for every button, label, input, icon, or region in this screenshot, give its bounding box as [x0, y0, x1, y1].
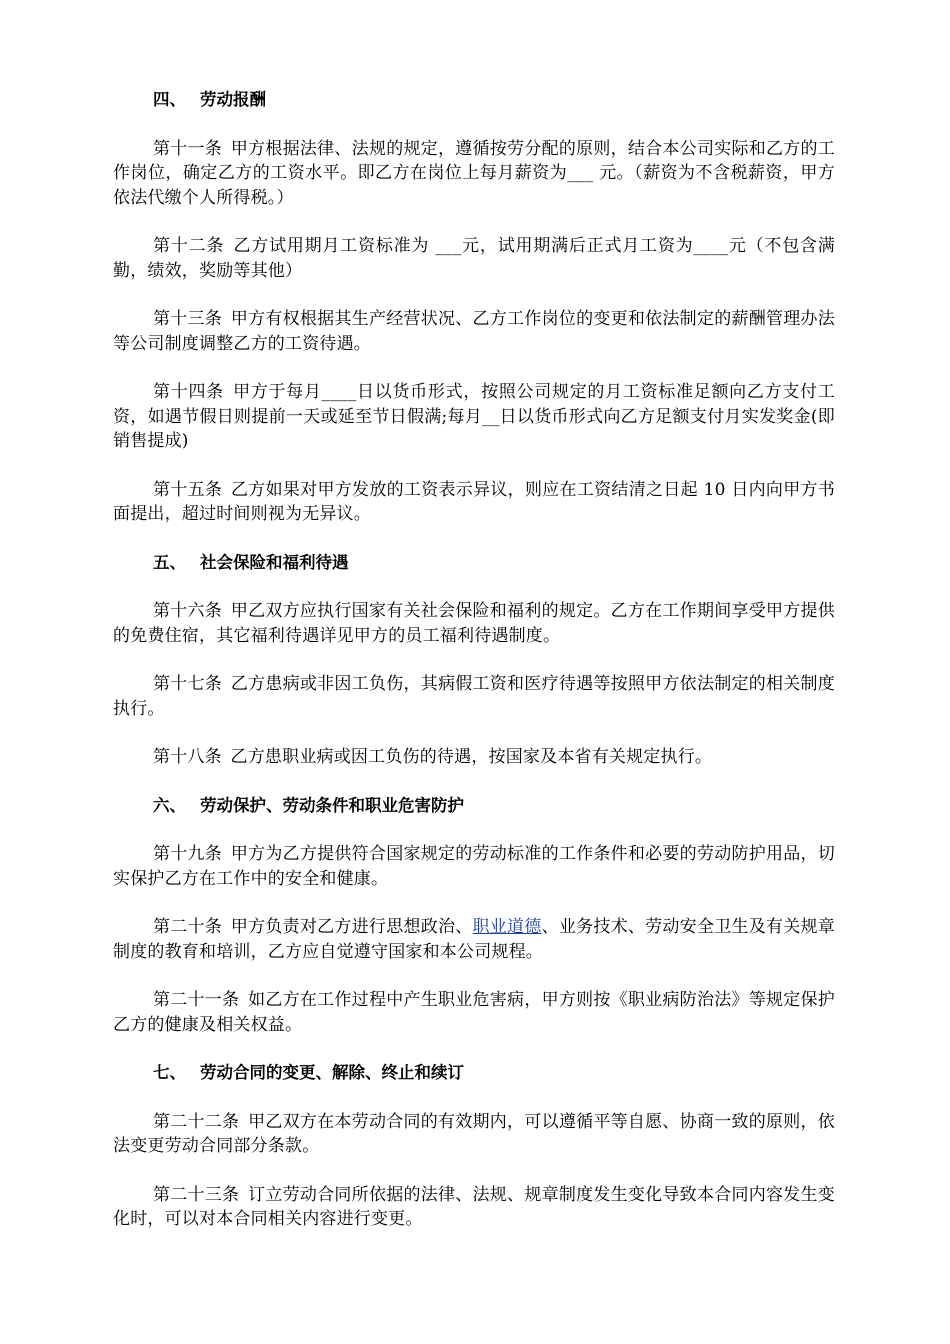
article-17	[113, 672, 835, 721]
article-22	[113, 1110, 835, 1159]
article-text: 乙方试用期月工资标准为 ___元，试用期满后正式月工资为____元（不包含满勤，绩效，奖励等其他）	[113, 236, 835, 281]
article-text: 甲乙双方在本劳动合同的有效期内，可以遵循平等自愿、协商一致的原则，依法变更劳动合同部分条款。	[113, 1111, 835, 1156]
article-text-before-link: 甲方负责对乙方进行思想政治、	[230, 917, 473, 937]
article-text: 甲乙双方应执行国家有关社会保险和福利的规定。乙方在工作期间享受甲方提供的免费住宿，其它福利待遇详见甲方的员工福利待遇制度。	[113, 601, 835, 646]
article-23	[113, 1183, 835, 1232]
article-label: 第十八条	[153, 747, 222, 767]
article-label: 第十七条	[153, 674, 223, 694]
article-text: 如乙方在工作过程中产生职业危害病，甲方则按《职业病防治法》等规定保护乙方的健康及相关权益。	[113, 990, 835, 1035]
section-title: 劳动报酬	[200, 90, 266, 109]
article-16	[113, 599, 835, 648]
section-number: 五、	[153, 552, 186, 572]
article-20	[113, 915, 835, 964]
article-label: 第十五条	[153, 479, 223, 500]
article-text: 甲方根据法律、法规的规定，遵循按劳分配的原则，结合本公司实际和乙方的工作岗位，确定乙方的工资水平。即乙方在岗位上每月薪资为___ 元。（薪资为不含税薪资，甲方依法代缴个人所得税。）	[113, 138, 835, 208]
article-label: 第十一条	[153, 138, 223, 159]
section-heading-6	[113, 794, 835, 819]
article-label: 第十九条	[153, 844, 223, 864]
article-label: 第十二条	[153, 236, 225, 256]
article-12	[113, 234, 835, 283]
article-19	[113, 842, 835, 891]
article-label: 第二十条	[153, 917, 223, 937]
professional-ethics-link[interactable]: 职业道德	[472, 917, 542, 937]
article-21	[113, 988, 835, 1037]
article-text: 乙方患职业病或因工负伤的待遇，按国家及本省有关规定执行。	[230, 747, 713, 767]
section-title: 劳动合同的变更、解除、终止和续订	[200, 1063, 464, 1082]
article-15	[113, 478, 835, 527]
article-label: 第十三条	[153, 309, 223, 329]
article-text: 甲方有权根据其生产经营状况、乙方工作岗位的变更和依法制定的薪酬管理办法等公司制度调整乙方的工资待遇。	[113, 309, 835, 354]
article-label: 第十六条	[153, 601, 223, 621]
article-text: 乙方患病或非因工负伤，其病假工资和医疗待遇等按照甲方依法制定的相关制度执行。	[113, 674, 835, 719]
article-text: 订立劳动合同所依据的法律、法规、规章制度发生变化导致本合同内容发生变化时，可以对本合同相关内容进行变更。	[113, 1184, 835, 1229]
article-13	[113, 307, 835, 356]
article-text: 甲方为乙方提供符合国家规定的劳动标准的工作条件和必要的劳动防护用品，切实保护乙方在工作中的安全和健康。	[113, 844, 835, 889]
section-heading-7	[113, 1061, 835, 1086]
article-text-after-link: 、业务技术、劳动安全卫生及有关规章制度的教育和培训，乙方应自觉遵守国家和本公司规程。	[113, 917, 835, 962]
article-label: 第二十三条	[153, 1184, 240, 1205]
section-title: 劳动保护、劳动条件和职业危害防护	[200, 795, 464, 815]
article-label: 第十四条	[153, 382, 224, 402]
article-text: 乙方如果对甲方发放的工资表示异议，则应在工资结清之日起 10 日内向甲方书面提出，超过时间则视为无异议。	[113, 479, 835, 524]
article-label: 第二十一条	[153, 990, 240, 1010]
section-number: 六、	[153, 795, 186, 815]
section-heading-5	[113, 551, 835, 576]
article-11	[113, 137, 835, 211]
article-18	[113, 745, 835, 770]
section-number: 七、	[153, 1063, 186, 1082]
document-page	[113, 88, 835, 1256]
article-text: 甲方于每月____日以货币形式，按照公司规定的月工资标准足额向乙方支付工资，如遇节假日则提前一天或延至节日假满;每月__日以货币形式向乙方足额支付月实发奖金(即销售提成)	[113, 382, 835, 451]
section-number: 四、	[153, 90, 186, 109]
article-label: 第二十二条	[153, 1111, 240, 1132]
section-heading-4	[113, 88, 835, 113]
article-14	[113, 380, 835, 454]
section-title: 社会保险和福利待遇	[200, 552, 349, 572]
